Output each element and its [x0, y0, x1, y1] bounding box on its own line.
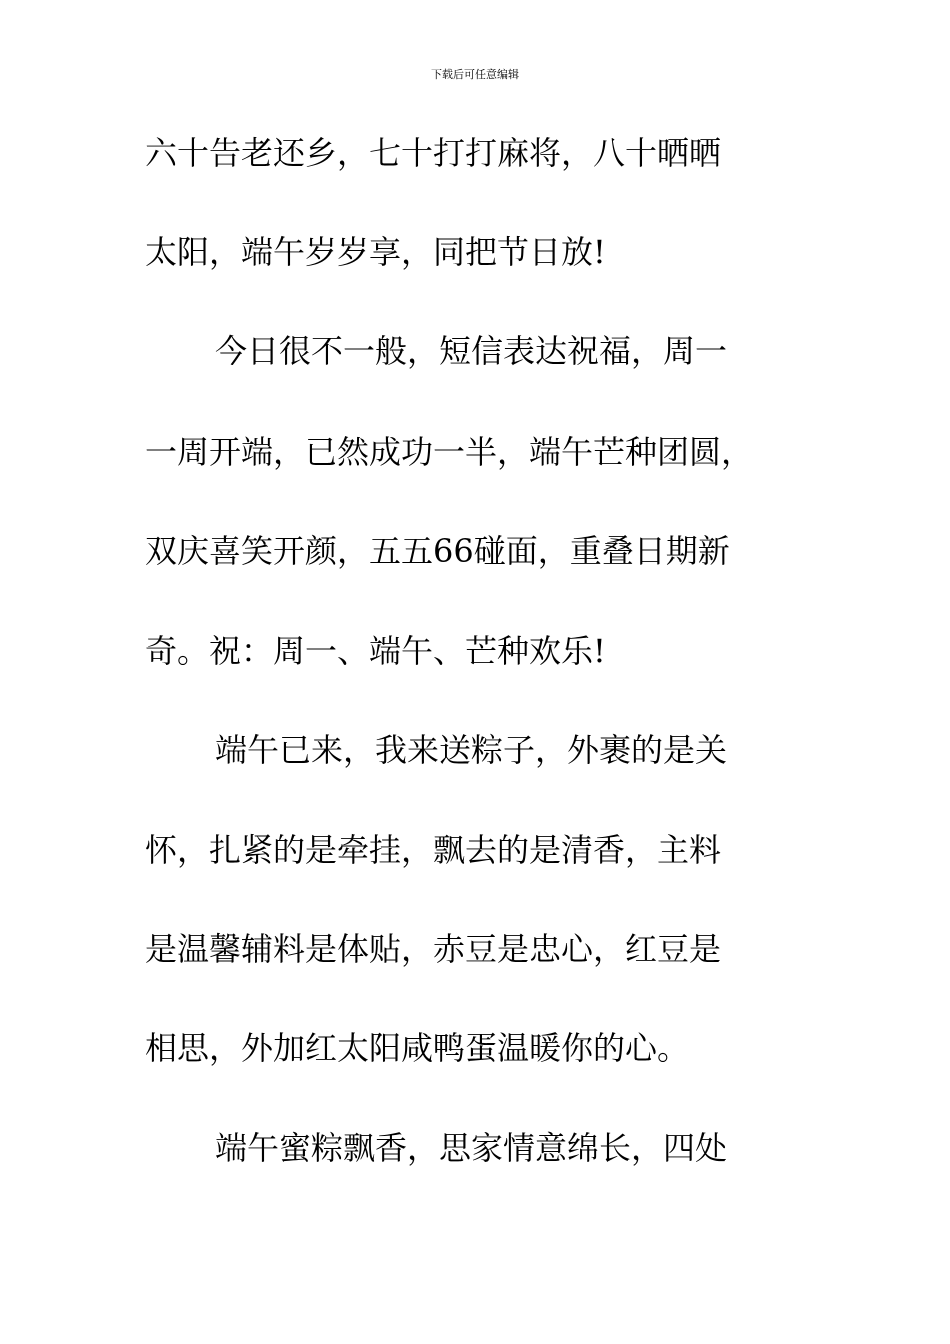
text-line-2: 太阳，端午岁岁享，同把节日放!	[145, 233, 606, 271]
text-line-10: 相思，外加红太阳咸鸭蛋温暖你的心。	[145, 1029, 690, 1067]
text-line-7: 端午已来，我来送粽子，外裹的是关	[215, 731, 728, 769]
text-line-6: 奇。祝：周一、端午、芒种欢乐!	[145, 632, 606, 670]
text-line-8: 怀，扎紧的是牵挂，飘去的是清香，主料	[145, 831, 722, 869]
page-header: 下载后可任意编辑	[431, 68, 519, 81]
text-line-1: 六十告老还乡，七十打打麻将，八十晒晒	[145, 134, 722, 172]
text-line-11: 端午蜜粽飘香，思家情意绵长，四处	[215, 1129, 728, 1167]
text-line-9: 是温馨辅料是体贴，赤豆是忠心，红豆是	[145, 930, 722, 968]
text-line-5: 双庆喜笑开颜，五五66碰面，重叠日期新	[145, 532, 730, 570]
text-line-3: 今日很不一般，短信表达祝福，周一	[215, 332, 728, 370]
text-line-4: 一周开端，已然成功一半，端午芒种团圆，	[145, 433, 754, 471]
